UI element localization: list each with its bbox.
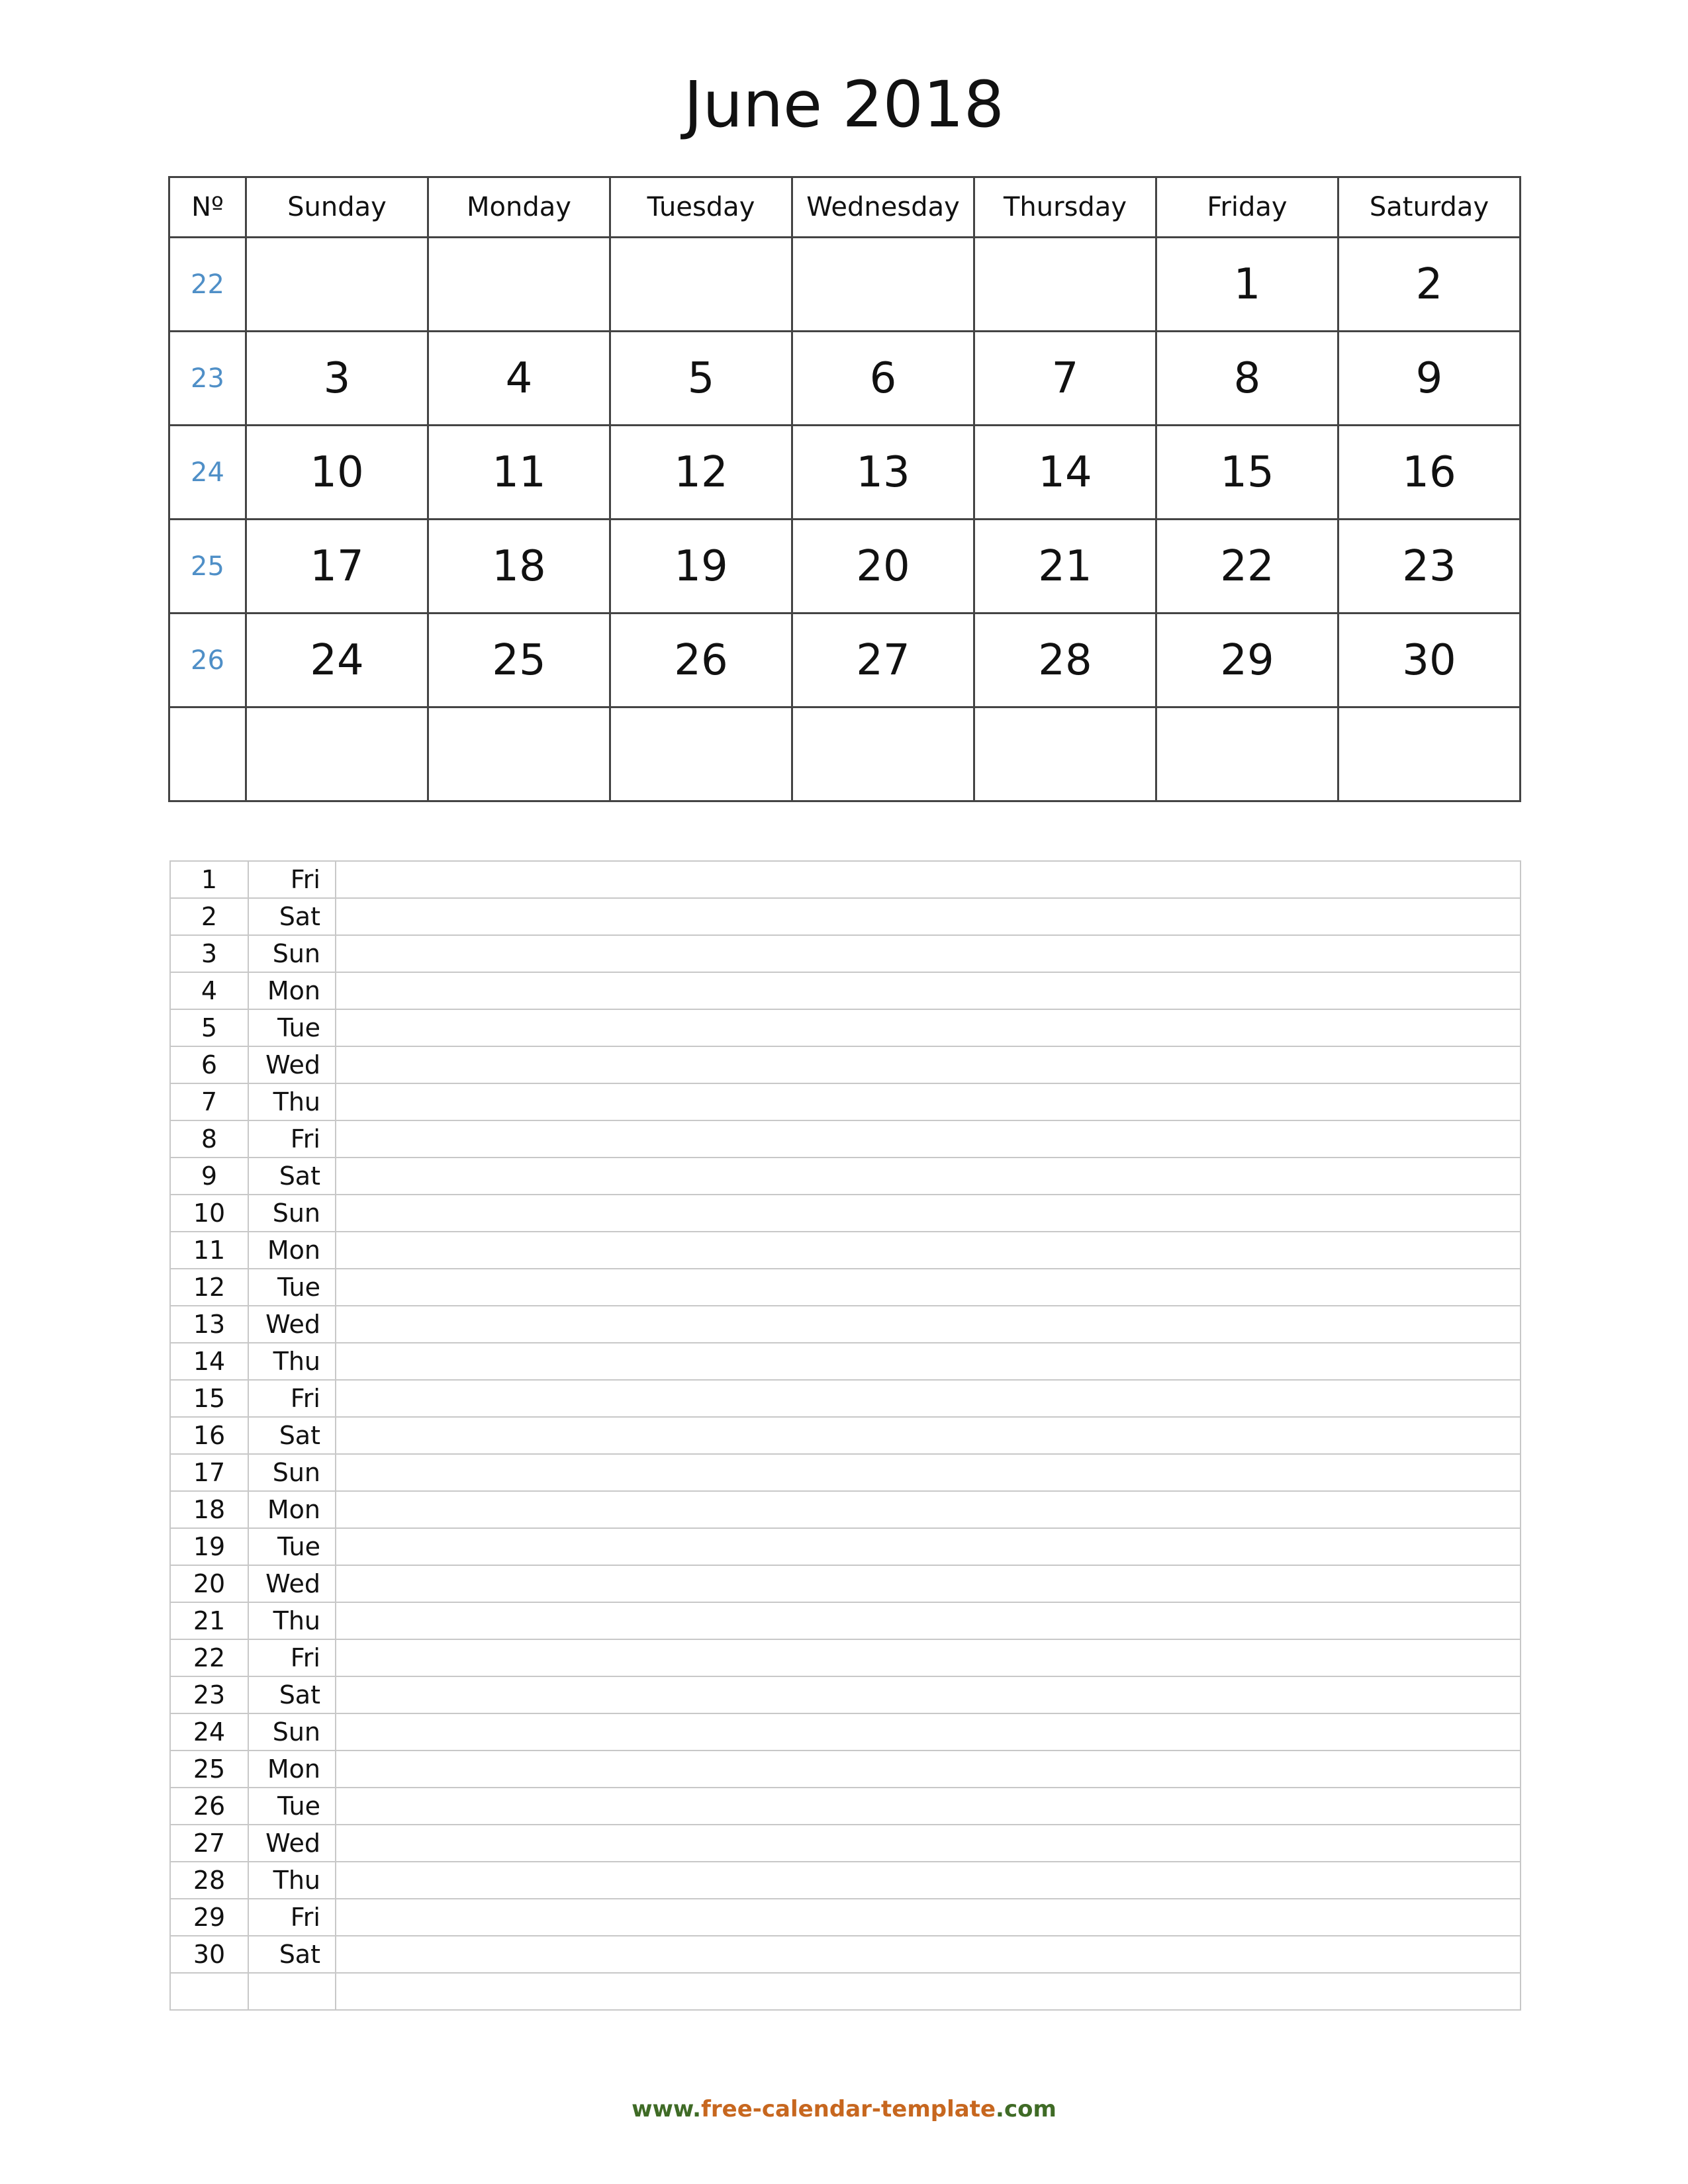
note-field[interactable] — [336, 1825, 1521, 1862]
note-field[interactable] — [336, 1343, 1521, 1380]
day-cell: 28 — [974, 614, 1156, 707]
weekday-header: Wednesday — [792, 177, 974, 238]
day-cell: 12 — [610, 426, 792, 520]
day-cell: 17 — [246, 520, 428, 614]
note-field[interactable] — [336, 1491, 1521, 1528]
list-day-number — [170, 1973, 248, 2010]
note-field[interactable] — [336, 1306, 1521, 1343]
note-field[interactable] — [336, 1009, 1521, 1046]
weekday-header: Friday — [1156, 177, 1338, 238]
list-day-number: 2 — [170, 898, 248, 935]
week-row — [169, 614, 1521, 707]
list-day-number: 13 — [170, 1306, 248, 1343]
list-day-number: 1 — [170, 861, 248, 898]
list-day-number: 23 — [170, 1676, 248, 1713]
week-row — [169, 332, 1521, 426]
list-day-number: 24 — [170, 1713, 248, 1751]
list-row — [170, 1306, 1521, 1343]
weekday-header-row — [169, 177, 1521, 238]
note-field[interactable] — [336, 1158, 1521, 1195]
list-weekday: Fri — [248, 1120, 336, 1158]
day-cell: 8 — [1156, 332, 1338, 426]
list-weekday: Tue — [248, 1528, 336, 1565]
list-row — [170, 1083, 1521, 1120]
list-day-number: 28 — [170, 1862, 248, 1899]
list-row — [170, 1380, 1521, 1417]
list-row — [170, 1343, 1521, 1380]
week-number — [169, 707, 246, 801]
note-field[interactable] — [336, 1454, 1521, 1491]
list-row — [170, 1158, 1521, 1195]
list-day-number: 25 — [170, 1751, 248, 1788]
list-row — [170, 1751, 1521, 1788]
day-cell: 15 — [1156, 426, 1338, 520]
list-weekday: Fri — [248, 861, 336, 898]
list-row — [170, 1454, 1521, 1491]
list-row — [170, 1973, 1521, 2010]
note-field[interactable] — [336, 898, 1521, 935]
day-cell: 6 — [792, 332, 974, 426]
note-field[interactable] — [336, 1269, 1521, 1306]
week-number: 25 — [169, 520, 246, 614]
list-weekday — [248, 1973, 336, 2010]
note-field[interactable] — [336, 1195, 1521, 1232]
list-weekday: Sat — [248, 1676, 336, 1713]
list-weekday: Thu — [248, 1602, 336, 1639]
weekday-header: Tuesday — [610, 177, 792, 238]
list-row — [170, 1195, 1521, 1232]
list-weekday: Sat — [248, 1158, 336, 1195]
list-row — [170, 1602, 1521, 1639]
list-weekday: Mon — [248, 1232, 336, 1269]
note-field[interactable] — [336, 972, 1521, 1009]
list-weekday: Fri — [248, 1639, 336, 1676]
note-field[interactable] — [336, 1565, 1521, 1602]
list-row — [170, 1120, 1521, 1158]
day-cell: 2 — [1338, 238, 1521, 332]
list-row — [170, 1269, 1521, 1306]
note-field[interactable] — [336, 1417, 1521, 1454]
list-weekday: Sat — [248, 1417, 336, 1454]
day-cell: 30 — [1338, 614, 1521, 707]
day-cell: 19 — [610, 520, 792, 614]
day-cell: 14 — [974, 426, 1156, 520]
list-day-number: 20 — [170, 1565, 248, 1602]
list-weekday: Wed — [248, 1825, 336, 1862]
day-cell — [610, 707, 792, 801]
list-row — [170, 861, 1521, 898]
week-number: 24 — [169, 426, 246, 520]
day-cell — [1338, 707, 1521, 801]
footer-suffix: .com — [996, 2096, 1056, 2122]
footer-brand: free-calendar-template — [701, 2096, 996, 2122]
day-cell: 9 — [1338, 332, 1521, 426]
day-cell: 13 — [792, 426, 974, 520]
day-cell — [792, 707, 974, 801]
list-day-number: 16 — [170, 1417, 248, 1454]
list-row — [170, 1936, 1521, 1973]
list-day-number: 14 — [170, 1343, 248, 1380]
list-day-number: 10 — [170, 1195, 248, 1232]
list-day-number: 19 — [170, 1528, 248, 1565]
day-cell — [246, 238, 428, 332]
day-cell — [428, 238, 610, 332]
note-field[interactable] — [336, 1639, 1521, 1676]
list-row — [170, 1639, 1521, 1676]
list-weekday: Tue — [248, 1009, 336, 1046]
note-field[interactable] — [336, 935, 1521, 972]
list-weekday: Sun — [248, 935, 336, 972]
day-cell: 11 — [428, 426, 610, 520]
week-row — [169, 238, 1521, 332]
day-cell: 3 — [246, 332, 428, 426]
list-weekday: Sat — [248, 898, 336, 935]
list-day-number: 18 — [170, 1491, 248, 1528]
weekday-header: Saturday — [1338, 177, 1521, 238]
list-row — [170, 1417, 1521, 1454]
day-cell: 21 — [974, 520, 1156, 614]
list-weekday: Tue — [248, 1788, 336, 1825]
week-number: 26 — [169, 614, 246, 707]
day-cell: 7 — [974, 332, 1156, 426]
note-field[interactable] — [336, 1232, 1521, 1269]
week-row — [169, 520, 1521, 614]
weekday-header: Monday — [428, 177, 610, 238]
day-cell: 24 — [246, 614, 428, 707]
note-field[interactable] — [336, 1713, 1521, 1751]
list-weekday: Mon — [248, 1491, 336, 1528]
list-weekday: Sat — [248, 1936, 336, 1973]
week-number: 22 — [169, 238, 246, 332]
note-field[interactable] — [336, 861, 1521, 898]
note-field[interactable] — [336, 1046, 1521, 1083]
list-day-number: 22 — [170, 1639, 248, 1676]
list-day-number: 5 — [170, 1009, 248, 1046]
day-cell: 26 — [610, 614, 792, 707]
day-cell — [428, 707, 610, 801]
list-day-number: 7 — [170, 1083, 248, 1120]
list-day-number: 6 — [170, 1046, 248, 1083]
list-weekday: Wed — [248, 1046, 336, 1083]
list-weekday: Mon — [248, 1751, 336, 1788]
list-row — [170, 1528, 1521, 1565]
day-cell: 23 — [1338, 520, 1521, 614]
list-row — [170, 972, 1521, 1009]
day-cell: 27 — [792, 614, 974, 707]
day-cell: 29 — [1156, 614, 1338, 707]
note-field[interactable] — [336, 1899, 1521, 1936]
list-weekday: Fri — [248, 1380, 336, 1417]
list-row — [170, 1713, 1521, 1751]
list-day-number: 21 — [170, 1602, 248, 1639]
day-cell — [1156, 707, 1338, 801]
list-row — [170, 1565, 1521, 1602]
list-day-number: 4 — [170, 972, 248, 1009]
note-field[interactable] — [336, 1083, 1521, 1120]
month-grid — [168, 176, 1521, 802]
list-day-number: 17 — [170, 1454, 248, 1491]
list-day-number: 11 — [170, 1232, 248, 1269]
list-row — [170, 1788, 1521, 1825]
list-day-number: 27 — [170, 1825, 248, 1862]
list-weekday: Sun — [248, 1713, 336, 1751]
note-field[interactable] — [336, 1862, 1521, 1899]
list-row — [170, 898, 1521, 935]
day-cell: 22 — [1156, 520, 1338, 614]
list-day-number: 15 — [170, 1380, 248, 1417]
list-weekday: Sun — [248, 1454, 336, 1491]
day-cell: 4 — [428, 332, 610, 426]
list-weekday: Thu — [248, 1083, 336, 1120]
note-field[interactable] — [336, 1120, 1521, 1158]
day-cell — [792, 238, 974, 332]
list-day-number: 8 — [170, 1120, 248, 1158]
day-cell — [246, 707, 428, 801]
day-cell — [974, 238, 1156, 332]
list-weekday: Tue — [248, 1269, 336, 1306]
calendar-title: June 2018 — [684, 68, 1004, 142]
day-cell: 16 — [1338, 426, 1521, 520]
note-field[interactable] — [336, 1380, 1521, 1417]
day-cell: 10 — [246, 426, 428, 520]
day-cell: 5 — [610, 332, 792, 426]
day-cell: 25 — [428, 614, 610, 707]
weekday-header: Sunday — [246, 177, 428, 238]
footer-prefix: www. — [632, 2096, 702, 2122]
list-weekday: Thu — [248, 1862, 336, 1899]
note-field[interactable] — [336, 1751, 1521, 1788]
list-weekday: Fri — [248, 1899, 336, 1936]
list-day-number: 9 — [170, 1158, 248, 1195]
day-cell: 18 — [428, 520, 610, 614]
week-number-header: Nº — [169, 177, 246, 238]
note-field[interactable] — [336, 1528, 1521, 1565]
day-cell: 1 — [1156, 238, 1338, 332]
list-weekday: Thu — [248, 1343, 336, 1380]
week-row — [169, 426, 1521, 520]
list-day-number: 29 — [170, 1899, 248, 1936]
list-day-number: 3 — [170, 935, 248, 972]
note-field[interactable] — [336, 1676, 1521, 1713]
list-day-number: 26 — [170, 1788, 248, 1825]
day-cell — [974, 707, 1156, 801]
list-weekday: Wed — [248, 1306, 336, 1343]
note-field[interactable] — [336, 1936, 1521, 1973]
note-field[interactable] — [336, 1973, 1521, 2010]
weekday-header: Thursday — [974, 177, 1156, 238]
day-cell: 20 — [792, 520, 974, 614]
list-day-number: 12 — [170, 1269, 248, 1306]
list-row — [170, 1491, 1521, 1528]
list-weekday: Mon — [248, 972, 336, 1009]
day-cell — [610, 238, 792, 332]
list-row — [170, 1676, 1521, 1713]
list-row — [170, 1009, 1521, 1046]
list-weekday: Sun — [248, 1195, 336, 1232]
list-row — [170, 1046, 1521, 1083]
list-weekday: Wed — [248, 1565, 336, 1602]
note-field[interactable] — [336, 1602, 1521, 1639]
list-row — [170, 935, 1521, 972]
list-row — [170, 1825, 1521, 1862]
note-field[interactable] — [336, 1788, 1521, 1825]
week-number: 23 — [169, 332, 246, 426]
list-row — [170, 1862, 1521, 1899]
list-row — [170, 1232, 1521, 1269]
footer-website[interactable] — [0, 2093, 1688, 2126]
list-row — [170, 1899, 1521, 1936]
week-row — [169, 707, 1521, 801]
day-list — [169, 860, 1521, 2011]
list-day-number: 30 — [170, 1936, 248, 1973]
